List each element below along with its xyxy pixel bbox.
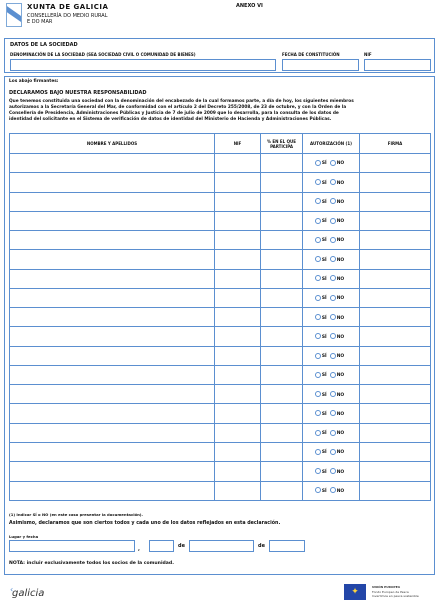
member-name-cell[interactable] xyxy=(10,231,215,250)
authorization-no-radio[interactable] xyxy=(330,295,336,301)
eu-flag-logo: ✦ xyxy=(344,584,366,600)
dept-line-2: E DO MAR xyxy=(27,19,53,25)
xunta-flag-logo xyxy=(6,3,22,27)
authorization-cell xyxy=(303,173,360,192)
annex-label: ANEXO VI xyxy=(236,3,263,9)
authorization-no-radio[interactable] xyxy=(330,449,336,455)
dept-line-1: CONSELLERÍA DO MEDIO RURAL xyxy=(27,13,108,19)
member-nif-cell[interactable] xyxy=(215,423,261,442)
member-percent-cell[interactable] xyxy=(261,327,303,346)
authorization-cell xyxy=(303,462,360,481)
authorization-no-radio[interactable] xyxy=(330,353,336,359)
signature-cell[interactable] xyxy=(360,154,431,173)
authorization-cell xyxy=(303,481,360,500)
authorization-cell xyxy=(303,288,360,307)
signature-cell[interactable] xyxy=(360,250,431,269)
member-percent-cell[interactable] xyxy=(261,462,303,481)
table-row xyxy=(10,346,431,365)
no-label: NO xyxy=(336,488,345,494)
member-name-cell[interactable] xyxy=(10,346,215,365)
authorization-cell xyxy=(303,211,360,230)
signature-cell[interactable] xyxy=(360,385,431,404)
authorization-cell xyxy=(303,327,360,346)
authorization-yes-radio[interactable] xyxy=(315,179,321,185)
yes-label: SÍ xyxy=(321,488,327,494)
no-label: NO xyxy=(336,392,345,398)
member-percent-cell[interactable] xyxy=(261,231,303,250)
member-nif-cell[interactable] xyxy=(215,173,261,192)
member-name-cell[interactable] xyxy=(10,250,215,269)
no-label: NO xyxy=(336,334,345,340)
member-percent-cell[interactable] xyxy=(261,404,303,423)
yes-label: SÍ xyxy=(321,257,327,263)
constitution-date-field[interactable] xyxy=(282,59,359,71)
affirmation-text: Asimismo, declaramos que son ciertos todos y cada uno de los datos reflejados en esta declaración. xyxy=(9,521,281,526)
authorization-no-radio[interactable] xyxy=(330,372,336,378)
page-footer xyxy=(0,580,439,615)
authorization-cell xyxy=(303,192,360,211)
authorization-cell xyxy=(303,365,360,384)
table-row xyxy=(10,192,431,211)
table-row xyxy=(10,173,431,192)
authorization-no-radio[interactable] xyxy=(330,391,336,397)
authorization-cell xyxy=(303,423,360,442)
member-name-cell[interactable] xyxy=(10,269,215,288)
yes-label: SÍ xyxy=(321,450,327,456)
member-nif-cell[interactable] xyxy=(215,192,261,211)
authorization-no-radio[interactable] xyxy=(330,275,336,281)
org-name: XUNTA DE GALICIA xyxy=(27,3,109,11)
member-percent-cell[interactable] xyxy=(261,308,303,327)
no-label: NO xyxy=(336,431,345,437)
signature-cell[interactable] xyxy=(360,365,431,384)
no-label: NO xyxy=(336,161,345,167)
authorization-no-radio[interactable] xyxy=(330,237,336,243)
col-header-authorization: AUTORIZACIÓN (1) xyxy=(303,134,360,154)
member-percent-cell[interactable] xyxy=(261,423,303,442)
declaration-text-3: Consellería de Presidencia, Administraciones Públicas y Justicia de 7 de julio de 2009 que lo desarrolla, para la consulta de los datos de xyxy=(9,111,339,116)
yes-label: SÍ xyxy=(321,219,327,225)
authorization-yes-radio[interactable] xyxy=(315,430,321,436)
authorization-no-radio[interactable] xyxy=(330,160,336,166)
declaration-text-2: autorizamos a la Secretaría General del Mar, de conformidad con el artículo 2 del Decreto 255/2008, de 23 de octubre, y con la Orden de la xyxy=(9,105,347,110)
no-label: NO xyxy=(336,199,345,205)
member-nif-cell[interactable] xyxy=(215,462,261,481)
member-nif-cell[interactable] xyxy=(215,269,261,288)
member-name-cell[interactable] xyxy=(10,154,215,173)
signature-cell[interactable] xyxy=(360,346,431,365)
yes-label: SÍ xyxy=(321,296,327,302)
table-header-row xyxy=(10,134,431,154)
member-percent-cell[interactable] xyxy=(261,442,303,461)
member-percent-cell[interactable] xyxy=(261,481,303,500)
no-label: NO xyxy=(336,296,345,302)
signature-cell[interactable] xyxy=(360,192,431,211)
yes-label: SÍ xyxy=(321,199,327,205)
table-row xyxy=(10,385,431,404)
authorization-no-radio[interactable] xyxy=(330,179,336,185)
authorization-yes-radio[interactable] xyxy=(315,468,321,474)
authorization-yes-radio[interactable] xyxy=(315,198,321,204)
yes-label: SÍ xyxy=(321,161,327,167)
declaration-text-4: identidad del solicitante en el Sistema de verificación de datos de identidad del Ministerio de Hacienda y Administraciones Públicas. xyxy=(9,117,332,122)
authorization-yes-radio[interactable] xyxy=(315,353,321,359)
authorization-cell xyxy=(303,231,360,250)
signature-cell[interactable] xyxy=(360,211,431,230)
no-label: NO xyxy=(336,276,345,282)
place-date-label: Lugar y fecha xyxy=(9,534,39,539)
table-row xyxy=(10,481,431,500)
yes-label: SÍ xyxy=(321,411,327,417)
authorization-cell xyxy=(303,269,360,288)
authorization-no-radio[interactable] xyxy=(330,256,336,262)
member-nif-cell[interactable] xyxy=(215,308,261,327)
authorization-cell xyxy=(303,154,360,173)
declaration-heading: DECLARAMOS BAJO NUESTRA RESPONSABILIDAD xyxy=(9,90,147,96)
authorization-no-radio[interactable] xyxy=(330,314,336,320)
member-name-cell[interactable] xyxy=(10,423,215,442)
member-nif-cell[interactable] xyxy=(215,404,261,423)
no-label: NO xyxy=(336,238,345,244)
authorization-cell xyxy=(303,346,360,365)
signature-cell[interactable] xyxy=(360,462,431,481)
day-field[interactable] xyxy=(149,540,174,552)
signers-label: Los abajo firmantes: xyxy=(9,79,59,84)
yes-label: SÍ xyxy=(321,315,327,321)
member-percent-cell[interactable] xyxy=(261,269,303,288)
table-row xyxy=(10,288,431,307)
authorization-yes-radio[interactable] xyxy=(315,391,321,397)
member-name-cell[interactable] xyxy=(10,365,215,384)
table-row xyxy=(10,308,431,327)
signature-cell[interactable] xyxy=(360,442,431,461)
place-field[interactable] xyxy=(9,540,135,552)
authorization-yes-radio[interactable] xyxy=(315,256,321,262)
authorization-yes-radio[interactable] xyxy=(315,160,321,166)
authorization-yes-radio[interactable] xyxy=(315,333,321,339)
member-nif-cell[interactable] xyxy=(215,346,261,365)
table-row xyxy=(10,231,431,250)
table-row xyxy=(10,250,431,269)
authorization-yes-radio[interactable] xyxy=(315,275,321,281)
authorization-yes-radio[interactable] xyxy=(315,449,321,455)
member-nif-cell[interactable] xyxy=(215,385,261,404)
member-percent-cell[interactable] xyxy=(261,173,303,192)
authorization-no-radio[interactable] xyxy=(330,430,336,436)
no-label: NO xyxy=(336,450,345,456)
member-nif-cell[interactable] xyxy=(215,365,261,384)
authorization-no-radio[interactable] xyxy=(330,487,336,493)
yes-label: SÍ xyxy=(321,354,327,360)
yes-label: SÍ xyxy=(321,334,327,340)
authorization-cell xyxy=(303,404,360,423)
signature-cell[interactable] xyxy=(360,308,431,327)
yes-label: SÍ xyxy=(321,238,327,244)
table-row xyxy=(10,327,431,346)
table-row xyxy=(10,404,431,423)
member-percent-cell[interactable] xyxy=(261,385,303,404)
society-nif-field[interactable] xyxy=(364,59,431,71)
table-row xyxy=(10,442,431,461)
no-label: NO xyxy=(336,411,345,417)
note-text: NOTA: incluir exclusivamente todos los socios de la comunidad. xyxy=(9,561,174,566)
member-nif-cell[interactable] xyxy=(215,442,261,461)
society-name-label: DENOMINACIÓN DE LA SOCIEDAD (SEA SOCIEDAD CIVIL O COMUNIDAD DE BIENES) xyxy=(10,52,196,57)
yes-label: SÍ xyxy=(321,180,327,186)
table-row xyxy=(10,462,431,481)
member-name-cell[interactable] xyxy=(10,327,215,346)
member-name-cell[interactable] xyxy=(10,462,215,481)
member-name-cell[interactable] xyxy=(10,442,215,461)
member-name-cell[interactable] xyxy=(10,192,215,211)
col-header-name: NOMBRE Y APELLIDOS xyxy=(10,134,215,154)
member-name-cell[interactable] xyxy=(10,385,215,404)
member-nif-cell[interactable] xyxy=(215,231,261,250)
place-comma: , xyxy=(138,546,140,552)
col-header-nif: NIF xyxy=(215,134,261,154)
yes-label: SÍ xyxy=(321,392,327,398)
yes-label: SÍ xyxy=(321,469,327,475)
society-section xyxy=(4,38,435,73)
no-label: NO xyxy=(336,219,345,225)
member-percent-cell[interactable] xyxy=(261,250,303,269)
member-name-cell[interactable] xyxy=(10,211,215,230)
yes-label: SÍ xyxy=(321,276,327,282)
member-percent-cell[interactable] xyxy=(261,154,303,173)
member-percent-cell[interactable] xyxy=(261,288,303,307)
signature-cell[interactable] xyxy=(360,327,431,346)
no-label: NO xyxy=(336,180,345,186)
members-table xyxy=(9,133,431,501)
eu-line-1: UNIÓN EUROPEA xyxy=(372,585,401,589)
galicia-mark-icon: ‹ xyxy=(10,585,14,594)
member-nif-cell[interactable] xyxy=(215,288,261,307)
member-percent-cell[interactable] xyxy=(261,192,303,211)
authorization-no-radio[interactable] xyxy=(330,468,336,474)
authorization-yes-radio[interactable] xyxy=(315,410,321,416)
constitution-date-label: FECHA DE CONSTITUCIÓN xyxy=(282,52,340,57)
table-row xyxy=(10,154,431,173)
society-section-title: DATOS DE LA SOCIEDAD xyxy=(10,42,78,48)
table-row xyxy=(10,365,431,384)
col-header-signature: FIRMA xyxy=(360,134,431,154)
month-field[interactable] xyxy=(189,540,254,552)
no-label: NO xyxy=(336,315,345,321)
no-label: NO xyxy=(336,373,345,379)
member-nif-cell[interactable] xyxy=(215,481,261,500)
galicia-brand: ‹ galicia xyxy=(10,585,45,599)
member-name-cell[interactable] xyxy=(10,288,215,307)
authorization-yes-radio[interactable] xyxy=(315,314,321,320)
eu-line-2: Fondo Europeo de Pesca xyxy=(372,590,409,594)
yes-label: SÍ xyxy=(321,373,327,379)
authorization-yes-radio[interactable] xyxy=(315,487,321,493)
signature-cell[interactable] xyxy=(360,231,431,250)
signature-cell[interactable] xyxy=(360,423,431,442)
member-nif-cell[interactable] xyxy=(215,327,261,346)
table-row xyxy=(10,423,431,442)
yes-label: SÍ xyxy=(321,431,327,437)
authorization-yes-radio[interactable] xyxy=(315,237,321,243)
nif-label: NIF xyxy=(364,52,372,57)
authorization-no-radio[interactable] xyxy=(330,218,336,224)
member-percent-cell[interactable] xyxy=(261,346,303,365)
authorization-cell xyxy=(303,385,360,404)
signature-cell[interactable] xyxy=(360,173,431,192)
eu-line-3: Invertimos en pesca sostenible xyxy=(372,594,419,598)
year-field[interactable] xyxy=(269,540,305,552)
declaration-text-1: Que tenemos constituida una sociedad con la denominación del encabezado de la cual formamos parte, a día de hoy, los siguientes miembros xyxy=(9,99,354,104)
authorization-cell xyxy=(303,442,360,461)
member-nif-cell[interactable] xyxy=(215,250,261,269)
authorization-cell xyxy=(303,308,360,327)
member-nif-cell[interactable] xyxy=(215,154,261,173)
member-name-cell[interactable] xyxy=(10,481,215,500)
member-name-cell[interactable] xyxy=(10,308,215,327)
authorization-no-radio[interactable] xyxy=(330,333,336,339)
table-row xyxy=(10,211,431,230)
member-nif-cell[interactable] xyxy=(215,211,261,230)
signature-cell[interactable] xyxy=(360,269,431,288)
no-label: NO xyxy=(336,354,345,360)
authorization-yes-radio[interactable] xyxy=(315,295,321,301)
authorization-yes-radio[interactable] xyxy=(315,372,321,378)
no-label: NO xyxy=(336,257,345,263)
authorization-no-radio[interactable] xyxy=(330,198,336,204)
signature-cell[interactable] xyxy=(360,481,431,500)
member-name-cell[interactable] xyxy=(10,404,215,423)
member-name-cell[interactable] xyxy=(10,173,215,192)
member-percent-cell[interactable] xyxy=(261,365,303,384)
de-label-1: de xyxy=(178,543,185,549)
authorization-cell xyxy=(303,250,360,269)
no-label: NO xyxy=(336,469,345,475)
page-header xyxy=(0,0,439,34)
member-percent-cell[interactable] xyxy=(261,211,303,230)
signature-cell[interactable] xyxy=(360,288,431,307)
authorization-no-radio[interactable] xyxy=(330,410,336,416)
authorization-yes-radio[interactable] xyxy=(315,218,321,224)
signature-cell[interactable] xyxy=(360,404,431,423)
col-header-percent: % EN EL QUE PARTICIPA xyxy=(261,134,303,154)
de-label-2: de xyxy=(258,543,265,549)
footnote: (1) Indicar SÍ o NO (en este caso presentar la documentación). xyxy=(9,512,143,517)
society-name-field[interactable] xyxy=(10,59,276,71)
table-row xyxy=(10,269,431,288)
